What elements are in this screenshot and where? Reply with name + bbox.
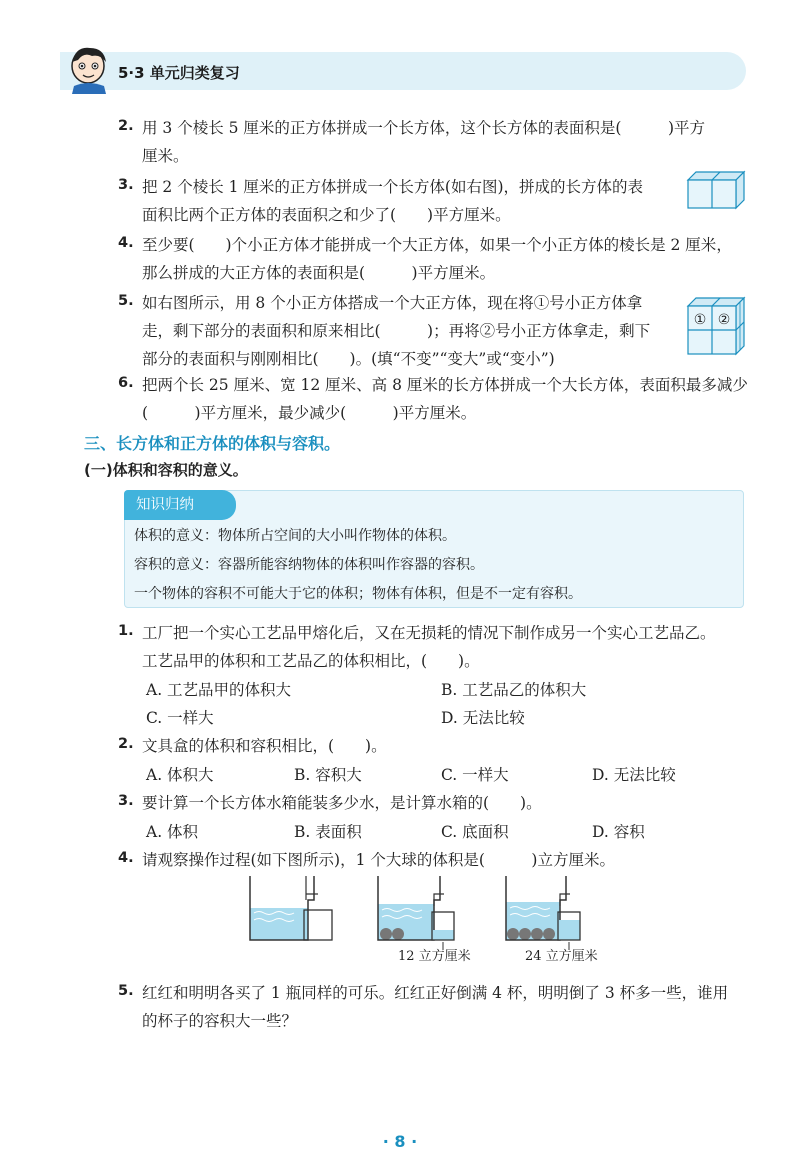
question-text: 如右图所示，用 8 个小正方体搭成一个大正方体，现在将①号小正方体拿 <box>142 294 643 312</box>
question-text: 要计算一个长方体水箱能装多少水，是计算水箱的( )。 <box>142 794 542 812</box>
question-text: 工厂把一个实心工艺品甲熔化后，又在无损耗的情况下制作成另一个实心工艺品乙。 <box>142 624 716 642</box>
question-text: 那么拼成的大正方体的表面积是( )平方厘米。 <box>142 264 496 282</box>
question-text: 至少要( )个小正方体才能拼成一个大正方体，如果一个小正方体的棱长是 2 厘米， <box>142 236 732 254</box>
knowledge-line: 体积的意义：物体所占空间的大小叫作物体的体积。 <box>134 528 456 544</box>
subsection-title: (一)体积和容积的意义。 <box>84 461 248 479</box>
option-c: C. 一样大 <box>146 709 214 727</box>
section-title: 三、长方体和正方体的体积与容积。 <box>84 434 341 453</box>
two-cubes-figure <box>686 170 748 210</box>
cube-label-1: ① <box>693 312 707 328</box>
beaker-2-label: 12 立方厘米 <box>398 949 471 964</box>
question-number: 5. <box>118 293 134 309</box>
knowledge-line: 容积的意义：容器所能容纳物体的体积叫作容器的容积。 <box>134 557 484 573</box>
question-text: 厘米。 <box>142 147 189 165</box>
beakers-figure <box>240 872 620 964</box>
option-a: A. 工艺品甲的体积大 <box>146 681 292 699</box>
question-number: 2. <box>118 736 134 752</box>
beaker-3 <box>506 876 580 940</box>
knowledge-tab: 知识归纳 <box>124 490 236 520</box>
question-text: 把两个长 25 厘米、宽 12 厘米、高 8 厘米的长方体拼成一个大长方体，表面积最多减少 <box>142 376 748 394</box>
option-a: A. 体积 <box>146 823 199 841</box>
question-text: 部分的表面积与刚刚相比( )。(填“不变”“变大”或“变小”) <box>142 350 555 368</box>
option-d: D. 无法比较 <box>592 766 676 784</box>
beaker-2 <box>378 876 454 940</box>
question-text: 面积比两个正方体的表面积之和少了( )平方厘米。 <box>142 206 511 224</box>
knowledge-line: 一个物体的容积不可能大于它的体积；物体有体积，但是不一定有容积。 <box>134 586 582 602</box>
question-number: 6. <box>118 375 134 391</box>
question-text: 的杯子的容积大一些？ <box>142 1012 298 1030</box>
mascot-icon <box>66 44 112 94</box>
question-text: 请观察操作过程(如下图所示)，1 个大球的体积是( )立方厘米。 <box>142 851 615 869</box>
option-b: B. 表面积 <box>294 823 362 841</box>
option-b: B. 工艺品乙的体积大 <box>441 681 587 699</box>
question-text: 红红和明明各买了 1 瓶同样的可乐。红红正好倒满 4 杯，明明倒了 3 杯多一些，谁用 <box>142 984 729 1002</box>
question-text: 文具盒的体积和容积相比，( )。 <box>142 737 387 755</box>
question-text: 用 3 个棱长 5 厘米的正方体拼成一个长方体，这个长方体的表面积是( )平方 <box>142 119 706 137</box>
cube-label-2: ② <box>717 312 731 328</box>
question-text: 把 2 个棱长 1 厘米的正方体拼成一个长方体(如右图)，拼成的长方体的表 <box>142 178 644 196</box>
beaker-1 <box>250 876 332 940</box>
header-title: 5·3 单元归类复习 <box>118 64 240 82</box>
question-text: 工艺品甲的体积和工艺品乙的体积相比，( )。 <box>142 652 480 670</box>
beaker-3-label: 24 立方厘米 <box>525 949 598 964</box>
question-number: 4. <box>118 235 134 251</box>
option-d: D. 无法比较 <box>441 709 525 727</box>
eight-cubes-figure <box>686 296 748 356</box>
option-a: A. 体积大 <box>146 766 214 784</box>
question-number: 4. <box>118 850 134 866</box>
option-b: B. 容积大 <box>294 766 362 784</box>
question-number: 3. <box>118 793 134 809</box>
question-number: 3. <box>118 177 134 193</box>
question-text: ( )平方厘米，最少减少( )平方厘米。 <box>142 404 477 422</box>
page-number: · 8 · <box>382 1132 418 1151</box>
option-c: C. 底面积 <box>441 823 509 841</box>
question-number: 2. <box>118 118 134 134</box>
option-c: C. 一样大 <box>441 766 509 784</box>
question-number: 5. <box>118 983 134 999</box>
option-d: D. 容积 <box>592 823 645 841</box>
question-text: 走，剩下部分的表面积和原来相比( )；再将②号小正方体拿走，剩下 <box>142 322 651 340</box>
question-number: 1. <box>118 623 134 639</box>
